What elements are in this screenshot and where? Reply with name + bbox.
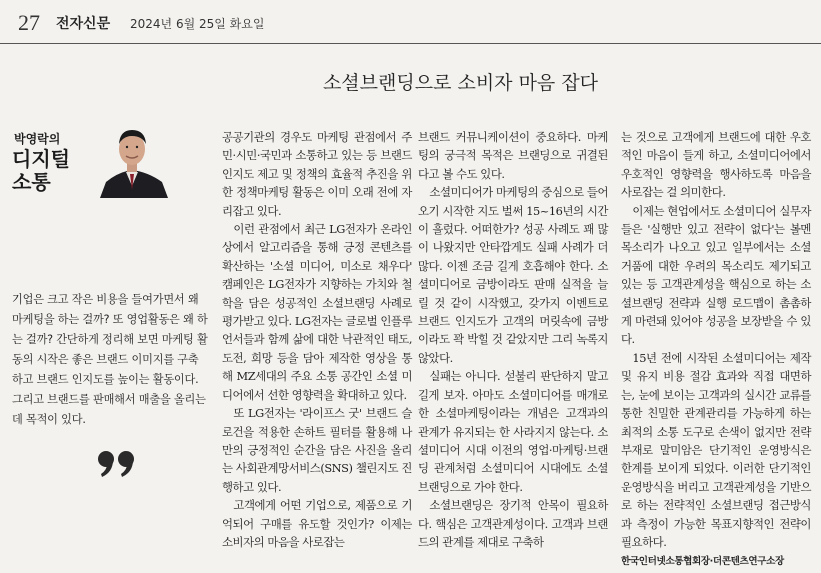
author-photo bbox=[70, 122, 195, 198]
header-divider bbox=[0, 43, 821, 44]
paragraph: 고객에게 어떤 기업으로, 제품으로 기억되어 구매를 유도할 것인가? 이제는 소비자의 마음을 사로잡는 bbox=[222, 498, 412, 549]
column-title-line1: 디지털 bbox=[12, 147, 70, 171]
body-column-1 bbox=[222, 128, 412, 551]
paragraph: 브랜드 커뮤니케이션이 중요하다. 마케팅의 궁극적 목적은 브랜딩으로 귀결된다고 볼 수도 있다. bbox=[418, 130, 608, 181]
paragraph: 실패는 아니다. 섣불리 판단하지 말고 길게 보자. 아마도 소셜미디어를 매개로 한 소셜마케팅이라는 개념은 고객과의 관계가 유지되는 한 사라지지 않는다. 소셜미디어 시대 이전의 영업·마케팅·브랜딩 관계처럼 소셜미디어 시대에도 소셜브랜딩으로 가야 한다. bbox=[418, 369, 608, 494]
article-headline: 소셜브랜딩으로 소비자 마음 잡다 bbox=[322, 72, 599, 94]
body-column-2 bbox=[418, 128, 608, 551]
page-number: 27 bbox=[18, 10, 40, 35]
paragraph: 는 것으로 고객에게 브랜드에 대한 우호적인 마음이 들게 하고, 소셜미디어에서 우호적인 영향력을 행사하도록 마음을 사로잡는 걸 의미한다. bbox=[621, 130, 811, 200]
paragraph: 공공기관의 경우도 마케팅 관점에서 주민·시민·국민과 소통하고 있는 등 브랜드 인지도 제고 및 정책의 효율적 추진을 위한 정책마케팅 활동은 이미 오래 전에 자리잡고 있다. bbox=[222, 130, 412, 218]
paragraph: 이런 관점에서 최근 LG전자가 온라인 상에서 알고리즘을 통해 긍정 콘텐츠를 확산하는 '소셜 미디어, 미소로 채우다' 캠페인은 LG전자가 지향하는 가치와 철학을 담은 성공적인 소셜브랜딩 사례로 평가받고 있다. LG전자는 글로벌 인플루언서들과 함께 삶에 대한 낙관적인 태도, 도전, 희망 등을 담아 제작한 영상을 통해 MZ세대의 주요 소통 공간인 소셜 미디어에서 선한 영향력을 확대하고 있다. bbox=[222, 222, 412, 402]
paragraph: 소셜브랜딩은 장기적 안목이 필요하다. 핵심은 고객관계성이다. 고객과 브랜드의 관계를 제대로 구축하 bbox=[418, 498, 608, 549]
paragraph: 15년 전에 시작된 소셜미디어는 제작 및 유지 비용 절감 효과와 직접 대면하는, 눈에 보이는 고객과의 실시간 교류를 통한 친밀한 관계관리를 가능하게 하는 최적의 소통 도구로 손색이 없지만 전략 부재로 말미암은 단기적인 운영방식은 한계를 보이게 되었다. 이러한 단기적인 운영방식을 버리고 고객관계성을 기반으로 하는 전략적인 소셜브랜딩 접근방식과 측정이 가능한 목표지향적인 전략이 필요하다. bbox=[621, 350, 811, 549]
body-column-3 bbox=[621, 128, 811, 572]
sidebar-pull-quote bbox=[12, 290, 208, 520]
closing-quote-icon bbox=[96, 450, 138, 478]
author-signature: 한국인터넷소통협회장·더콘텐츠연구소장 bbox=[621, 556, 784, 568]
paragraph: 또 LG전자는 '라이프스 굿' 브랜드 슬로건을 적용한 손하트 필터를 활용해 나만의 긍정적인 순간을 담은 사진을 올리는 사회관계망서비스(SNS) 챌린지도 진행하고 있다. bbox=[222, 406, 412, 494]
pull-quote-text: 기업은 크고 작은 비용을 들여가면서 왜 마케팅을 하는 걸까? 또 영업활동은 왜 하는 걸까? 간단하게 정리해 보면 마케팅 활동의 시작은 좋은 브랜드 이미지를 구축하고 브랜드 인지도를 높이는 활동이다. 그리고 브랜드를 판매해서 매출을 올리는 데 목적이 있다. bbox=[12, 293, 208, 426]
page-header bbox=[0, 0, 821, 40]
author-name: 박영락의 bbox=[14, 132, 61, 146]
issue-date: 2024년 6월 25일 화요일 bbox=[130, 17, 265, 31]
column-title-line2: 소통 bbox=[12, 170, 51, 194]
paragraph: 이제는 현업에서도 소셜미디어 실무자들은 '실행만 있고 전략이 없다'는 볼멘 목소리가 나오고 있고 일부에서는 소셜 거품에 대한 우려의 목소리도 제기되고 있는 등 고객관계성을 핵심으로 하는 소셜브랜딩 전략과 실행 로드맵이 촘촘하게 마련돼 있어야 성공을 보장받을 수 있다. bbox=[621, 203, 811, 347]
paper-name: 전자신문 bbox=[56, 16, 111, 32]
paragraph: 소셜미디어가 마케팅의 중심으로 들어오기 시작한 지도 벌써 15~16년의 시간이 흘렀다. 어떠한가? 성공 사례도 꽤 많이 나왔지만 안타깝게도 실패 사례가 더 많다. 이젠 조금 길게 호흡해야 한다. 소셜미디어로 금방이라도 판매 실적을 늘릴 것 같이 시작했고, 갖가지 이벤트로 브랜드 인지도가 고객의 머릿속에 금방이라도 꽉 박힐 것 같았지만 그리 녹록지 않았다. bbox=[418, 185, 608, 365]
